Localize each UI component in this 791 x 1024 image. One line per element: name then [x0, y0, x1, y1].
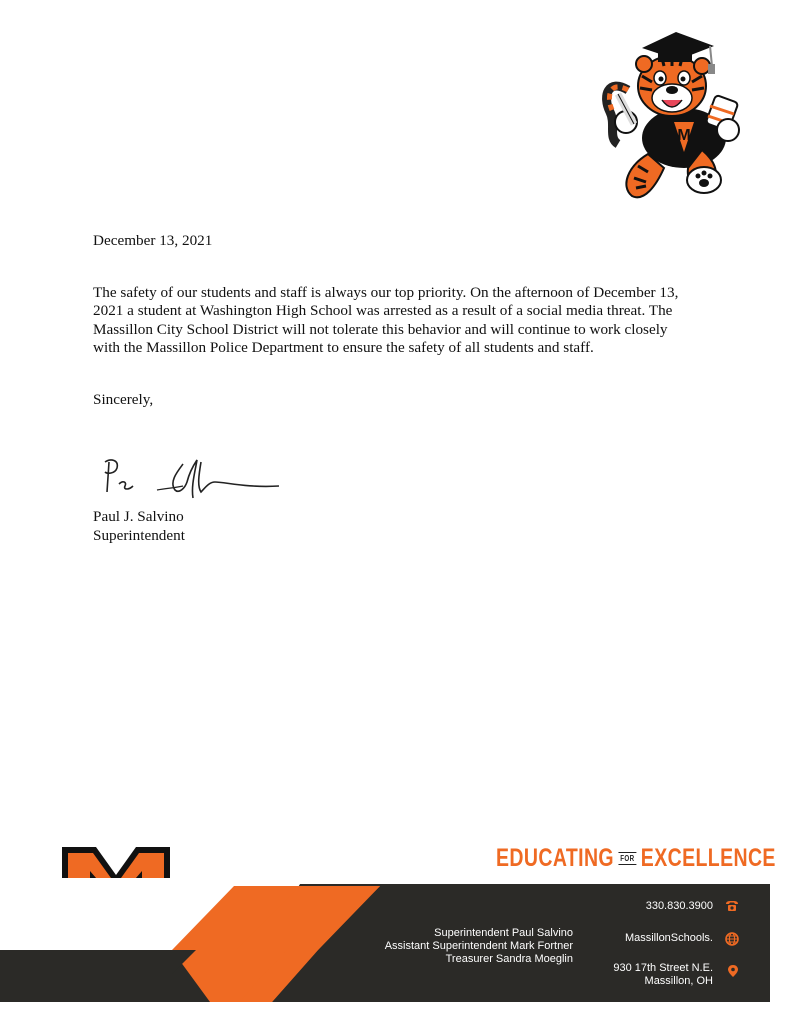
svg-text:M: M — [116, 845, 117, 846]
letter-body — [93, 232, 693, 409]
contact-address — [613, 962, 713, 988]
staff-treasurer: Treasurer Sandra Moeglin — [445, 953, 573, 965]
address-line-1: 930 17th Street N.E. — [613, 962, 713, 974]
svg-text:M: M — [677, 127, 691, 144]
letter-closing: Sincerely, — [93, 390, 154, 408]
tagline-educating: EDUCATING — [496, 843, 614, 872]
staff-assistant-superintendent: Assistant Superintendent Mark Fortner — [384, 940, 573, 952]
phone-icon — [725, 899, 739, 913]
staff-list — [385, 927, 573, 966]
signer-name: Paul J. Salvino — [93, 508, 184, 525]
tagline — [496, 843, 776, 873]
map-pin-icon — [726, 964, 740, 978]
letter-date: December 13, 2021 — [93, 232, 213, 249]
globe-icon — [725, 932, 739, 946]
staff-superintendent: Superintendent Paul Salvino — [434, 927, 573, 939]
tagline-excellence: EXCELLENCE — [640, 843, 776, 872]
handwritten-signature — [97, 452, 287, 502]
address-line-2: Massillon, OH — [644, 975, 713, 987]
letter-paragraph: The safety of our students and staff is always our top priority. On the afternoon of December 13, 2021 a student at Washington High School was arrested as a result of a social media threat. The Massillon City School District will not tolerate this behavior and will continue to work closely with the Massillon Police Department to ensure the safety of all students and staff. — [93, 283, 679, 356]
tiger-mascot-logo — [598, 26, 756, 202]
signer-block — [93, 507, 185, 545]
contact-website: MassillonSchools. — [624, 932, 713, 944]
tagline-for: FOR — [620, 853, 635, 863]
signer-title: Superintendent — [93, 527, 185, 544]
contact-phone: 330.830.3900 — [645, 900, 713, 912]
